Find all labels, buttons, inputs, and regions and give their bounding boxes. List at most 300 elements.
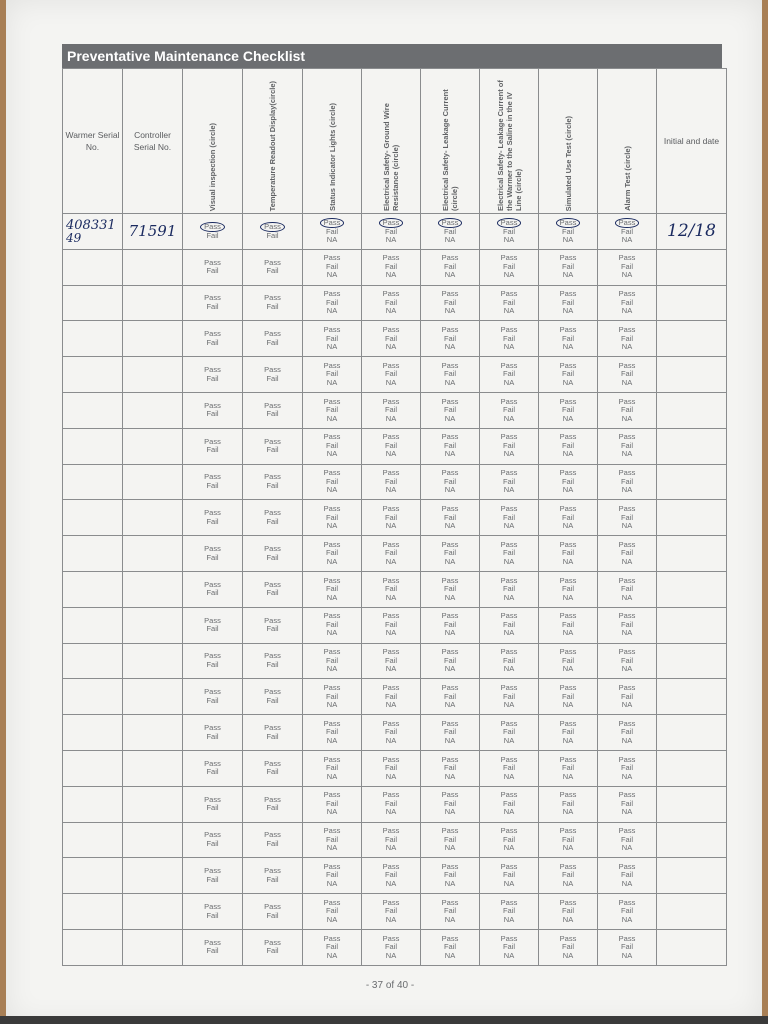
- fail-option[interactable]: Fail: [206, 516, 219, 526]
- pass-option[interactable]: Pass: [264, 651, 281, 661]
- pass-option[interactable]: Pass: [264, 329, 281, 339]
- na-option[interactable]: NA: [503, 413, 515, 423]
- pass-option[interactable]: Pass: [441, 611, 459, 621]
- warmer-serial-cell[interactable]: [63, 464, 123, 500]
- na-option[interactable]: NA: [444, 556, 456, 566]
- pass-option[interactable]: Pass: [441, 897, 459, 907]
- pass-option[interactable]: Pass: [441, 396, 459, 406]
- pass-option[interactable]: Pass: [323, 718, 341, 728]
- controller-serial-cell[interactable]: [123, 679, 183, 715]
- fail-option[interactable]: Fail: [620, 476, 634, 486]
- na-option[interactable]: NA: [562, 449, 574, 459]
- pass-option[interactable]: Pass: [500, 754, 518, 764]
- fail-option[interactable]: Fail: [620, 798, 634, 808]
- visual-cell[interactable]: [183, 464, 243, 500]
- warmer-serial-cell[interactable]: [63, 643, 123, 679]
- simulated-cell[interactable]: [539, 428, 598, 464]
- fail-option[interactable]: Fail: [620, 870, 634, 880]
- pass-option[interactable]: Pass: [323, 289, 341, 299]
- pass-option[interactable]: Pass: [500, 897, 518, 907]
- fail-option[interactable]: Fail: [384, 548, 398, 558]
- fail-option[interactable]: Fail: [620, 906, 634, 916]
- pass-option[interactable]: Pass: [559, 826, 577, 836]
- fail-option[interactable]: Fail: [443, 584, 457, 594]
- pass-option[interactable]: Pass: [323, 933, 341, 943]
- fail-option[interactable]: Fail: [561, 369, 575, 379]
- fail-option[interactable]: Fail: [266, 373, 279, 383]
- temperature-cell[interactable]: [243, 643, 303, 679]
- na-option[interactable]: NA: [444, 485, 456, 495]
- pass-option[interactable]: Pass: [264, 400, 281, 410]
- na-option[interactable]: NA: [385, 521, 397, 531]
- fail-option[interactable]: Fail: [384, 512, 398, 522]
- controller-serial-cell[interactable]: [123, 786, 183, 822]
- simulated-cell[interactable]: [539, 643, 598, 679]
- pass-option[interactable]: Pass: [559, 897, 577, 907]
- pass-option[interactable]: Pass: [264, 257, 281, 267]
- pass-option-circled[interactable]: Pass: [438, 218, 463, 228]
- na-option[interactable]: NA: [621, 878, 633, 888]
- pass-option[interactable]: Pass: [618, 504, 636, 514]
- leakage-saline-cell[interactable]: [480, 607, 539, 643]
- pass-option[interactable]: Pass: [559, 647, 577, 657]
- fail-option[interactable]: Fail: [561, 584, 575, 594]
- ground-cell[interactable]: [362, 321, 421, 357]
- warmer-serial-cell[interactable]: [63, 249, 123, 285]
- fail-option[interactable]: Fail: [266, 910, 279, 920]
- alarm-cell[interactable]: [598, 929, 657, 965]
- na-option[interactable]: NA: [326, 270, 338, 280]
- fail-option[interactable]: Fail: [443, 691, 457, 701]
- visual-cell[interactable]: [183, 750, 243, 786]
- pass-option[interactable]: Pass: [441, 790, 459, 800]
- fail-option[interactable]: Fail: [561, 297, 575, 307]
- fail-option[interactable]: Fail: [384, 655, 398, 665]
- controller-serial-cell[interactable]: [123, 571, 183, 607]
- pass-option-circled[interactable]: Pass: [379, 218, 404, 228]
- simulated-cell[interactable]: [539, 571, 598, 607]
- ground-cell[interactable]: [362, 858, 421, 894]
- fail-option[interactable]: Fail: [561, 727, 575, 737]
- status-cell[interactable]: [303, 679, 362, 715]
- fail-option[interactable]: Fail: [502, 691, 516, 701]
- pass-option[interactable]: Pass: [323, 432, 341, 442]
- pass-option[interactable]: Pass: [500, 504, 518, 514]
- fail-option[interactable]: Fail: [325, 333, 339, 343]
- na-option[interactable]: NA: [444, 878, 456, 888]
- visual-cell[interactable]: [183, 715, 243, 751]
- fail-option[interactable]: Fail: [325, 584, 339, 594]
- fail-option[interactable]: Fail: [620, 727, 634, 737]
- na-option[interactable]: NA: [444, 700, 456, 709]
- fail-option[interactable]: Fail: [443, 906, 457, 916]
- na-option[interactable]: NA: [444, 235, 456, 245]
- leakage-cell[interactable]: [421, 858, 480, 894]
- pass-option[interactable]: Pass: [323, 504, 341, 514]
- fail-option[interactable]: Fail: [206, 659, 219, 669]
- leakage-saline-cell[interactable]: [480, 571, 539, 607]
- alarm-cell[interactable]: [598, 571, 657, 607]
- initial-date-cell[interactable]: [657, 392, 727, 428]
- pass-option[interactable]: Pass: [618, 826, 636, 836]
- na-option[interactable]: NA: [385, 342, 397, 352]
- na-option[interactable]: NA: [444, 914, 456, 924]
- pass-option[interactable]: Pass: [618, 897, 636, 907]
- fail-option[interactable]: Fail: [443, 297, 457, 307]
- pass-option[interactable]: Pass: [382, 683, 400, 692]
- pass-option[interactable]: Pass: [382, 647, 400, 657]
- leakage-cell[interactable]: [421, 715, 480, 751]
- fail-option[interactable]: Fail: [384, 476, 398, 486]
- na-option[interactable]: NA: [385, 843, 397, 853]
- visual-cell[interactable]: [183, 536, 243, 572]
- pass-option[interactable]: Pass: [264, 436, 281, 446]
- warmer-serial-cell[interactable]: [63, 214, 123, 250]
- pass-option[interactable]: Pass: [559, 539, 577, 549]
- fail-option[interactable]: Fail: [266, 301, 279, 311]
- leakage-cell[interactable]: [421, 285, 480, 321]
- status-cell[interactable]: [303, 750, 362, 786]
- temperature-cell[interactable]: [243, 428, 303, 464]
- pass-option[interactable]: Pass: [618, 575, 636, 585]
- pass-option[interactable]: Pass: [441, 754, 459, 764]
- pass-option[interactable]: Pass: [618, 396, 636, 406]
- pass-option[interactable]: Pass: [618, 683, 636, 692]
- na-option[interactable]: NA: [621, 700, 633, 709]
- controller-serial-cell[interactable]: [123, 392, 183, 428]
- visual-cell[interactable]: [183, 321, 243, 357]
- na-option[interactable]: NA: [385, 664, 397, 674]
- fail-option[interactable]: Fail: [206, 409, 219, 419]
- na-option[interactable]: NA: [326, 306, 338, 316]
- leakage-cell[interactable]: [421, 392, 480, 428]
- ground-cell[interactable]: [362, 715, 421, 751]
- pass-option-circled[interactable]: Pass: [200, 222, 225, 232]
- leakage-saline-cell[interactable]: [480, 428, 539, 464]
- na-option[interactable]: NA: [562, 413, 574, 423]
- pass-option[interactable]: Pass: [323, 325, 341, 335]
- temperature-cell[interactable]: [243, 536, 303, 572]
- fail-option[interactable]: Fail: [266, 480, 279, 490]
- pass-option[interactable]: Pass: [264, 687, 281, 697]
- temperature-cell[interactable]: [243, 822, 303, 858]
- pass-option[interactable]: Pass: [559, 504, 577, 514]
- pass-option[interactable]: Pass: [382, 933, 400, 943]
- status-cell[interactable]: [303, 428, 362, 464]
- fail-option[interactable]: Fail: [206, 337, 219, 347]
- na-option[interactable]: NA: [444, 377, 456, 387]
- pass-option[interactable]: Pass: [441, 861, 459, 871]
- fail-option[interactable]: Fail: [266, 838, 279, 848]
- pass-option[interactable]: Pass: [618, 933, 636, 943]
- initial-date-cell[interactable]: [657, 643, 727, 679]
- pass-option[interactable]: Pass: [204, 400, 221, 410]
- leakage-cell[interactable]: [421, 500, 480, 536]
- status-cell[interactable]: [303, 500, 362, 536]
- fail-option[interactable]: Fail: [206, 731, 219, 741]
- na-option[interactable]: NA: [562, 843, 574, 853]
- initial-date-cell[interactable]: [657, 536, 727, 572]
- alarm-cell[interactable]: [598, 321, 657, 357]
- fail-option[interactable]: Fail: [443, 512, 457, 522]
- na-option[interactable]: NA: [562, 700, 574, 709]
- fail-option[interactable]: Fail: [266, 659, 279, 669]
- leakage-saline-cell[interactable]: [480, 249, 539, 285]
- na-option[interactable]: NA: [503, 306, 515, 316]
- na-option[interactable]: NA: [326, 914, 338, 924]
- fail-option[interactable]: Fail: [443, 834, 457, 844]
- alarm-cell[interactable]: [598, 464, 657, 500]
- visual-cell[interactable]: [183, 500, 243, 536]
- fail-option[interactable]: Fail: [561, 798, 575, 808]
- alarm-cell[interactable]: [598, 643, 657, 679]
- ground-cell[interactable]: [362, 571, 421, 607]
- fail-option[interactable]: Fail: [266, 731, 279, 741]
- pass-option[interactable]: Pass: [382, 897, 400, 907]
- simulated-cell[interactable]: [539, 786, 598, 822]
- pass-option[interactable]: Pass: [264, 544, 281, 554]
- na-option[interactable]: NA: [444, 342, 456, 352]
- pass-option[interactable]: Pass: [500, 253, 518, 263]
- pass-option[interactable]: Pass: [204, 651, 221, 661]
- fail-option[interactable]: Fail: [206, 445, 219, 455]
- initial-date-cell[interactable]: [657, 214, 727, 250]
- pass-option[interactable]: Pass: [441, 253, 459, 263]
- simulated-cell[interactable]: [539, 822, 598, 858]
- fail-option[interactable]: Fail: [384, 763, 398, 773]
- pass-option[interactable]: Pass: [204, 365, 221, 375]
- visual-cell[interactable]: [183, 249, 243, 285]
- pass-option[interactable]: Pass: [323, 539, 341, 549]
- alarm-cell[interactable]: [598, 750, 657, 786]
- na-option[interactable]: NA: [326, 950, 338, 960]
- controller-serial-cell[interactable]: [123, 285, 183, 321]
- leakage-cell[interactable]: [421, 321, 480, 357]
- pass-option[interactable]: Pass: [500, 539, 518, 549]
- na-option[interactable]: NA: [444, 950, 456, 960]
- fail-option[interactable]: Fail: [561, 405, 575, 415]
- initial-date-cell[interactable]: [657, 858, 727, 894]
- na-option[interactable]: NA: [326, 664, 338, 674]
- fail-option[interactable]: Fail: [620, 297, 634, 307]
- leakage-cell[interactable]: [421, 607, 480, 643]
- warmer-serial-cell[interactable]: [63, 822, 123, 858]
- pass-option[interactable]: Pass: [264, 937, 281, 947]
- pass-option[interactable]: Pass: [204, 544, 221, 554]
- leakage-cell[interactable]: [421, 894, 480, 930]
- temperature-cell[interactable]: [243, 214, 303, 250]
- na-option[interactable]: NA: [326, 592, 338, 602]
- fail-option[interactable]: Fail: [206, 910, 219, 920]
- na-option[interactable]: NA: [503, 735, 515, 745]
- temperature-cell[interactable]: [243, 321, 303, 357]
- fail-option[interactable]: Fail: [561, 906, 575, 916]
- fail-option[interactable]: Fail: [325, 261, 339, 271]
- pass-option[interactable]: Pass: [500, 432, 518, 442]
- initial-date-cell[interactable]: [657, 321, 727, 357]
- fail-option[interactable]: Fail: [384, 584, 398, 594]
- leakage-cell[interactable]: [421, 428, 480, 464]
- visual-cell[interactable]: [183, 929, 243, 965]
- pass-option-circled[interactable]: Pass: [615, 218, 640, 228]
- initial-date-cell[interactable]: [657, 750, 727, 786]
- na-option[interactable]: NA: [385, 914, 397, 924]
- na-option[interactable]: NA: [326, 807, 338, 817]
- pass-option-circled[interactable]: Pass: [260, 222, 285, 232]
- temperature-cell[interactable]: [243, 607, 303, 643]
- na-option[interactable]: NA: [385, 735, 397, 745]
- fail-option[interactable]: Fail: [502, 584, 516, 594]
- na-option[interactable]: NA: [503, 449, 515, 459]
- initial-date-cell[interactable]: [657, 607, 727, 643]
- pass-option[interactable]: Pass: [382, 325, 400, 335]
- na-option[interactable]: NA: [621, 735, 633, 745]
- status-cell[interactable]: [303, 858, 362, 894]
- pass-option[interactable]: Pass: [500, 826, 518, 836]
- temperature-cell[interactable]: [243, 679, 303, 715]
- na-option[interactable]: NA: [326, 700, 338, 709]
- warmer-serial-cell[interactable]: [63, 571, 123, 607]
- pass-option[interactable]: Pass: [204, 293, 221, 303]
- fail-option[interactable]: Fail: [384, 440, 398, 450]
- pass-option[interactable]: Pass: [382, 289, 400, 299]
- fail-option[interactable]: Fail: [384, 405, 398, 415]
- na-option[interactable]: NA: [444, 306, 456, 316]
- fail-option[interactable]: Fail: [561, 548, 575, 558]
- ground-cell[interactable]: [362, 428, 421, 464]
- na-option[interactable]: NA: [503, 592, 515, 602]
- pass-option[interactable]: Pass: [323, 826, 341, 836]
- pass-option[interactable]: Pass: [382, 360, 400, 370]
- visual-cell[interactable]: [183, 357, 243, 393]
- fail-option[interactable]: Fail: [206, 838, 219, 848]
- fail-option[interactable]: Fail: [325, 834, 339, 844]
- pass-option[interactable]: Pass: [500, 575, 518, 585]
- fail-option[interactable]: Fail: [384, 297, 398, 307]
- controller-serial-cell[interactable]: [123, 321, 183, 357]
- simulated-cell[interactable]: [539, 500, 598, 536]
- fail-option[interactable]: Fail: [443, 870, 457, 880]
- na-option[interactable]: NA: [385, 306, 397, 316]
- pass-option[interactable]: Pass: [559, 861, 577, 871]
- temperature-cell[interactable]: [243, 571, 303, 607]
- fail-option[interactable]: Fail: [206, 373, 219, 383]
- na-option[interactable]: NA: [562, 592, 574, 602]
- warmer-serial-cell[interactable]: [63, 715, 123, 751]
- warmer-serial-cell[interactable]: [63, 894, 123, 930]
- na-option[interactable]: NA: [621, 342, 633, 352]
- fail-option[interactable]: Fail: [443, 619, 457, 629]
- leakage-cell[interactable]: [421, 357, 480, 393]
- simulated-cell[interactable]: [539, 392, 598, 428]
- fail-option[interactable]: Fail: [325, 369, 339, 379]
- fail-option[interactable]: Fail: [266, 409, 279, 419]
- simulated-cell[interactable]: [539, 249, 598, 285]
- fail-option[interactable]: Fail: [443, 405, 457, 415]
- fail-option[interactable]: Fail: [620, 440, 634, 450]
- na-option[interactable]: NA: [503, 628, 515, 638]
- na-option[interactable]: NA: [326, 878, 338, 888]
- fail-option[interactable]: Fail: [502, 727, 516, 737]
- ground-cell[interactable]: [362, 392, 421, 428]
- fail-option[interactable]: Fail: [561, 763, 575, 773]
- fail-option[interactable]: Fail: [206, 231, 219, 241]
- pass-option[interactable]: Pass: [500, 683, 518, 692]
- na-option[interactable]: NA: [503, 700, 515, 709]
- warmer-serial-cell[interactable]: [63, 607, 123, 643]
- visual-cell[interactable]: [183, 607, 243, 643]
- pass-option[interactable]: Pass: [264, 758, 281, 768]
- leakage-saline-cell[interactable]: [480, 357, 539, 393]
- na-option[interactable]: NA: [562, 521, 574, 531]
- pass-option[interactable]: Pass: [204, 866, 221, 876]
- visual-cell[interactable]: [183, 392, 243, 428]
- warmer-serial-cell[interactable]: [63, 285, 123, 321]
- pass-option[interactable]: Pass: [382, 539, 400, 549]
- fail-option[interactable]: Fail: [206, 552, 219, 562]
- controller-serial-cell[interactable]: [123, 929, 183, 965]
- fail-option[interactable]: Fail: [561, 870, 575, 880]
- na-option[interactable]: NA: [621, 950, 633, 960]
- leakage-cell[interactable]: [421, 786, 480, 822]
- pass-option[interactable]: Pass: [323, 790, 341, 800]
- pass-option[interactable]: Pass: [441, 360, 459, 370]
- na-option[interactable]: NA: [562, 628, 574, 638]
- ground-cell[interactable]: [362, 643, 421, 679]
- fail-option[interactable]: Fail: [206, 946, 219, 956]
- na-option[interactable]: NA: [621, 843, 633, 853]
- na-option[interactable]: NA: [562, 377, 574, 387]
- leakage-cell[interactable]: [421, 643, 480, 679]
- controller-serial-cell[interactable]: [123, 607, 183, 643]
- pass-option[interactable]: Pass: [618, 539, 636, 549]
- fail-option[interactable]: Fail: [502, 512, 516, 522]
- initial-date-cell[interactable]: [657, 894, 727, 930]
- fail-option[interactable]: Fail: [266, 516, 279, 526]
- na-option[interactable]: NA: [503, 878, 515, 888]
- fail-option[interactable]: Fail: [620, 333, 634, 343]
- fail-option[interactable]: Fail: [502, 476, 516, 486]
- pass-option[interactable]: Pass: [559, 468, 577, 478]
- alarm-cell[interactable]: [598, 786, 657, 822]
- status-cell[interactable]: [303, 571, 362, 607]
- fail-option[interactable]: Fail: [384, 619, 398, 629]
- na-option[interactable]: NA: [503, 270, 515, 280]
- pass-option[interactable]: Pass: [323, 611, 341, 621]
- na-option[interactable]: NA: [326, 377, 338, 387]
- na-option[interactable]: NA: [621, 914, 633, 924]
- alarm-cell[interactable]: [598, 249, 657, 285]
- visual-cell[interactable]: [183, 428, 243, 464]
- na-option[interactable]: NA: [562, 807, 574, 817]
- fail-option[interactable]: Fail: [443, 440, 457, 450]
- alarm-cell[interactable]: [598, 500, 657, 536]
- na-option[interactable]: NA: [385, 270, 397, 280]
- pass-option[interactable]: Pass: [618, 253, 636, 263]
- na-option[interactable]: NA: [444, 843, 456, 853]
- initial-date-cell[interactable]: [657, 500, 727, 536]
- fail-option[interactable]: Fail: [325, 476, 339, 486]
- pass-option[interactable]: Pass: [382, 253, 400, 263]
- na-option[interactable]: NA: [385, 878, 397, 888]
- fail-option[interactable]: Fail: [443, 942, 457, 952]
- simulated-cell[interactable]: [539, 357, 598, 393]
- fail-option[interactable]: Fail: [325, 798, 339, 808]
- na-option[interactable]: NA: [621, 413, 633, 423]
- na-option[interactable]: NA: [503, 771, 515, 781]
- visual-cell[interactable]: [183, 822, 243, 858]
- simulated-cell[interactable]: [539, 858, 598, 894]
